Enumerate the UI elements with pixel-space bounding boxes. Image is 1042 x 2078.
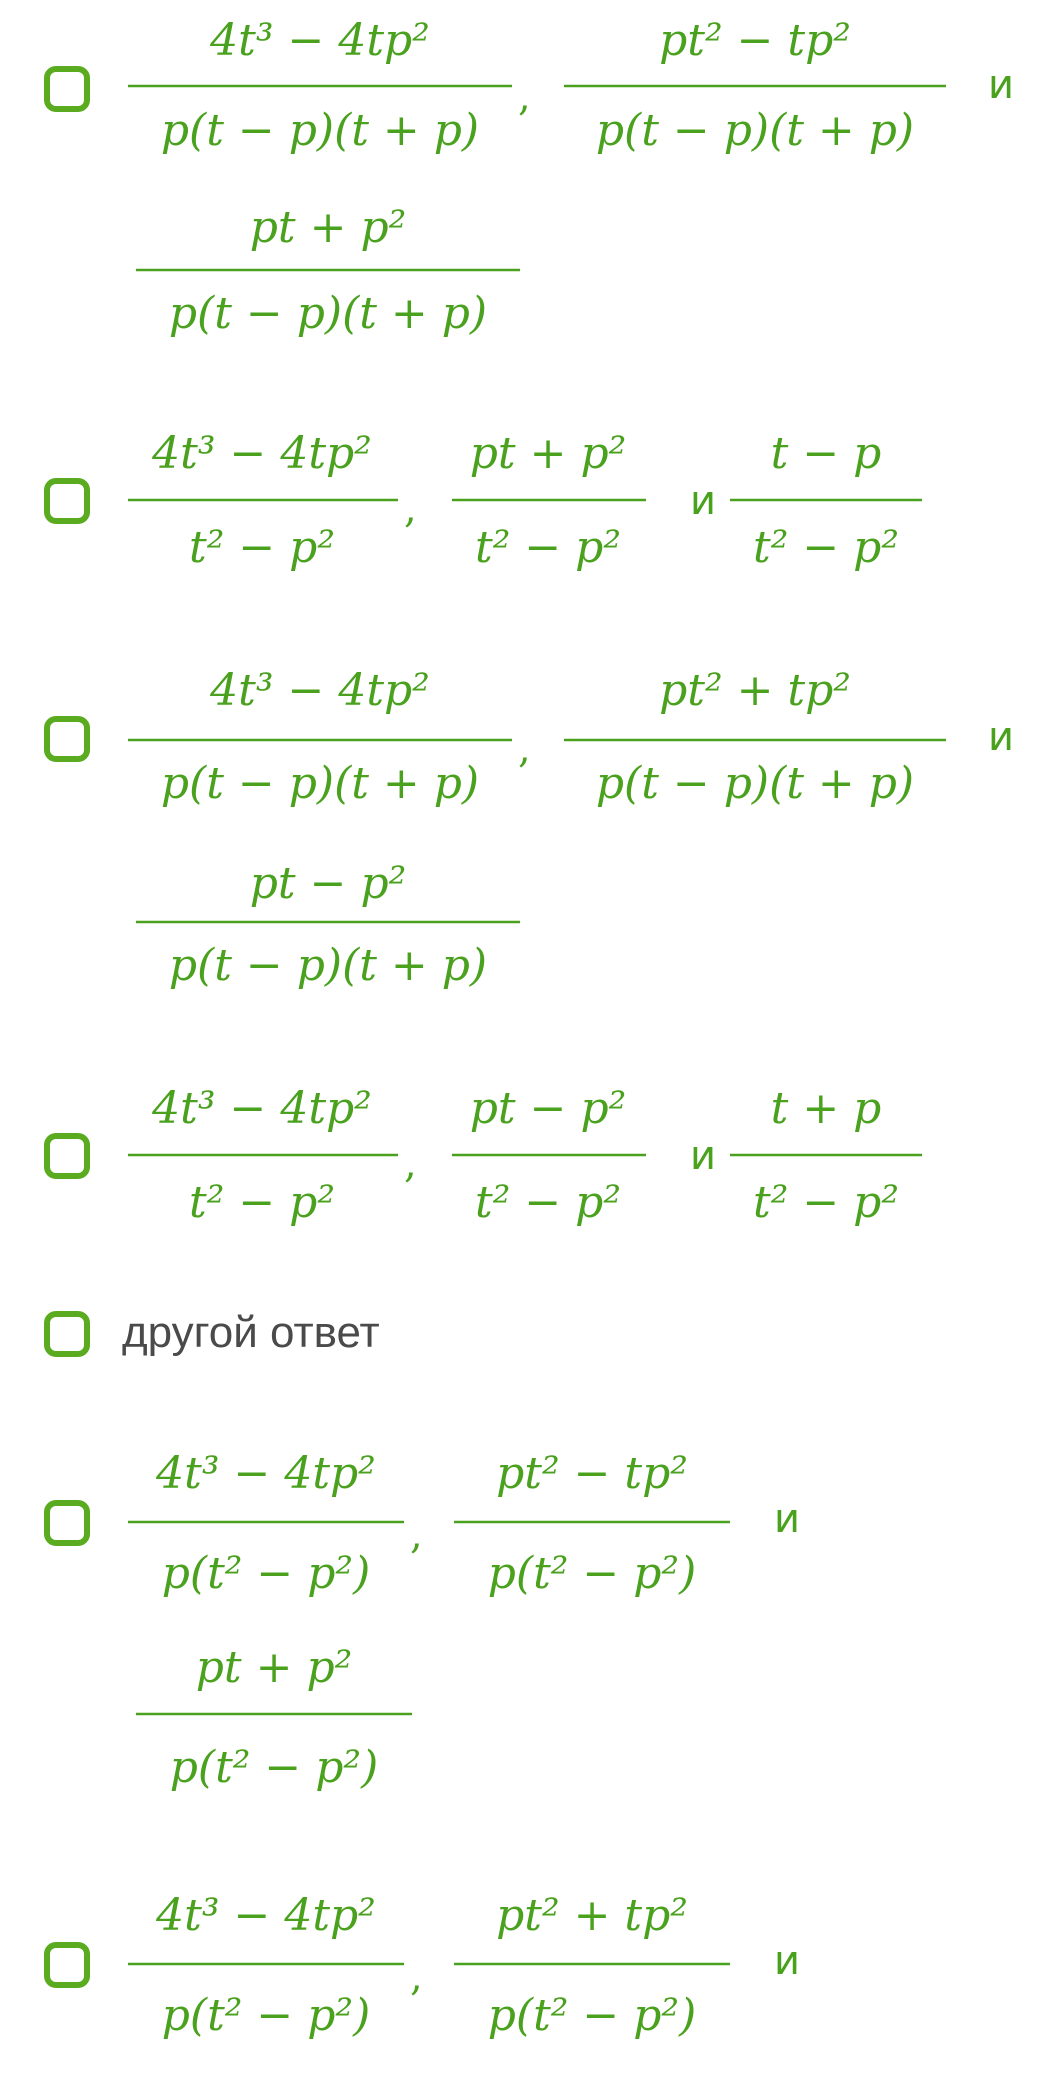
fraction-3-numerator: pt + p² (195, 1642, 353, 1693)
fraction-2-denominator: p(t² − p²) (487, 1548, 697, 1599)
fraction-1-numerator: 4t³ − 4tp² (156, 1448, 376, 1499)
option-6-formula (0, 1430, 1042, 1810)
fraction-2-denominator: p(t − p)(t + p) (595, 758, 915, 809)
fraction-1-numerator: 4t³ − 4tp² (156, 1890, 376, 1941)
option-4-formula (0, 1055, 1042, 1275)
fraction-3-numerator: pt − p² (249, 858, 407, 909)
fraction-2-numerator: pt − p² (469, 1083, 627, 1134)
fraction-2-denominator: p(t² − p²) (487, 1990, 697, 2041)
comma: , (518, 726, 531, 772)
option-5-label: другой ответ (122, 1308, 380, 1357)
answer-option-4[interactable] (0, 1055, 1042, 1275)
fraction-2-numerator: pt² − tp² (496, 1448, 688, 1499)
comma: , (410, 1512, 423, 1558)
fraction-1-numerator: 4t³ − 4tp² (210, 15, 430, 66)
fraction-3-numerator: t + p (770, 1083, 882, 1134)
fraction-3-denominator: p(t − p)(t + p) (168, 288, 488, 339)
option-2-conjunction: и (690, 478, 716, 524)
fraction-1-denominator: p(t − p)(t + p) (160, 105, 480, 156)
answer-option-7[interactable] (0, 1870, 1042, 2078)
option-3-conjunction: и (988, 714, 1014, 760)
fraction-2-numerator: pt + p² (469, 428, 627, 479)
fraction-2-denominator: t² − p² (475, 1177, 621, 1228)
fraction-1-denominator: p(t − p)(t + p) (160, 758, 480, 809)
fraction-3-numerator: t − p (770, 428, 882, 479)
fraction-1-numerator: 4t³ − 4tp² (152, 1083, 372, 1134)
fraction-1-denominator: t² − p² (189, 1177, 335, 1228)
fraction-3-denominator: t² − p² (753, 522, 899, 573)
fraction-3-denominator: t² − p² (753, 1177, 899, 1228)
fraction-2-numerator: pt² + tp² (659, 665, 851, 716)
option-3-formula (0, 650, 1042, 1010)
fraction-3-numerator: pt + p² (249, 202, 407, 253)
comma: , (404, 486, 417, 532)
option-6-conjunction: и (774, 1496, 800, 1542)
option-7-formula (0, 1870, 1042, 2078)
fraction-1-numerator: 4t³ − 4tp² (152, 428, 372, 479)
option-4-conjunction: и (690, 1133, 716, 1179)
option-2-formula (0, 400, 1042, 620)
answer-option-2[interactable] (0, 400, 1042, 620)
option-1-conjunction: и (988, 62, 1014, 108)
fraction-1-denominator: p(t² − p²) (161, 1990, 371, 2041)
answer-option-3[interactable] (0, 650, 1042, 1010)
fraction-3-denominator: p(t − p)(t + p) (168, 940, 488, 991)
fraction-2-denominator: t² − p² (475, 522, 621, 573)
option-7-conjunction: и (774, 1938, 800, 1984)
fraction-3-denominator: p(t² − p²) (169, 1742, 379, 1793)
answer-option-1[interactable] (0, 0, 1042, 360)
comma: , (404, 1141, 417, 1187)
comma: , (410, 1954, 423, 2000)
fraction-1-denominator: t² − p² (189, 522, 335, 573)
fraction-1-denominator: p(t² − p²) (161, 1548, 371, 1599)
fraction-1-numerator: 4t³ − 4tp² (210, 665, 430, 716)
fraction-2-denominator: p(t − p)(t + p) (595, 105, 915, 156)
option-1-formula (0, 0, 1042, 360)
fraction-2-numerator: pt² − tp² (659, 15, 851, 66)
answer-option-5[interactable] (0, 1300, 1042, 1380)
answer-option-6[interactable] (0, 1430, 1042, 1810)
comma: , (518, 74, 531, 120)
option-5-checkbox[interactable] (44, 1311, 90, 1357)
fraction-2-numerator: pt² + tp² (496, 1890, 688, 1941)
